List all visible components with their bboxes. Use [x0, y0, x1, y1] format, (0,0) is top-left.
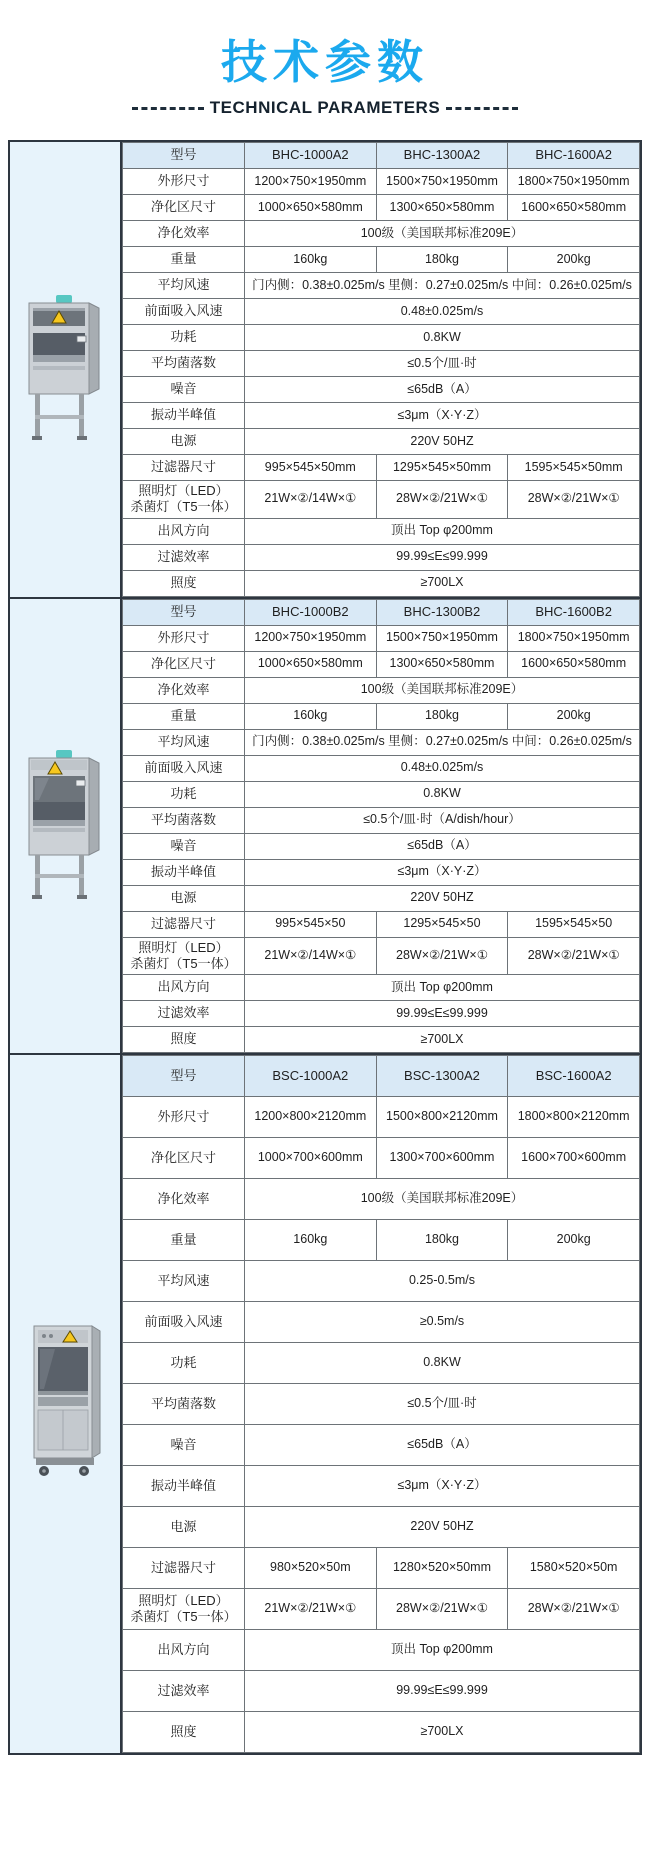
- spec-section-bhc-a2: [8, 140, 642, 599]
- spec-label: 过滤器尺寸: [123, 911, 245, 937]
- spec-row: [123, 403, 640, 429]
- spec-value-span: ≥700LX: [245, 570, 640, 596]
- spec-label: 重量: [123, 247, 245, 273]
- spec-value: 1000×700×600mm: [245, 1138, 377, 1179]
- spec-value-span: 门内侧：0.38±0.025m/s 里侧：0.27±0.025m/s 中间：0.26±0.025m/s: [245, 273, 640, 299]
- spec-row: [123, 677, 640, 703]
- spec-row: [123, 703, 640, 729]
- spec-value-span: ≤3μm（X·Y·Z）: [245, 1466, 640, 1507]
- spec-value: 180kg: [376, 1220, 508, 1261]
- spec-value: 28W×②/21W×①: [376, 937, 508, 975]
- spec-value: 28W×②/21W×①: [376, 1589, 508, 1630]
- spec-value-span: 100级（美国联邦标准209E）: [245, 677, 640, 703]
- spec-label: 过滤器尺寸: [123, 455, 245, 481]
- spec-label: 净化区尺寸: [123, 651, 245, 677]
- spec-value-span: 0.8KW: [245, 1343, 640, 1384]
- spec-table-bhc-a2: [122, 142, 640, 597]
- spec-value-span: 220V 50HZ: [245, 429, 640, 455]
- spec-label: 净化区尺寸: [123, 195, 245, 221]
- spec-label: 照度: [123, 1027, 245, 1053]
- spec-value-span: 门内侧：0.38±0.025m/s 里侧：0.27±0.025m/s 中间：0.26±0.025m/s: [245, 729, 640, 755]
- spec-value: 1295×545×50mm: [376, 455, 508, 481]
- spec-value: 180kg: [376, 247, 508, 273]
- spec-value: 28W×②/21W×①: [508, 937, 640, 975]
- spec-label: 电源: [123, 429, 245, 455]
- model-name: BHC-1600B2: [508, 599, 640, 625]
- spec-value: 1300×650×580mm: [376, 195, 508, 221]
- spec-label: 净化效率: [123, 1179, 245, 1220]
- spec-row: [123, 377, 640, 403]
- spec-label: 净化效率: [123, 677, 245, 703]
- spec-value: 1280×520×50mm: [376, 1548, 508, 1589]
- spec-value-span: 0.8KW: [245, 325, 640, 351]
- spec-label: 型号: [123, 599, 245, 625]
- spec-row: [123, 481, 640, 519]
- spec-row: [123, 781, 640, 807]
- model-name: BHC-1000B2: [245, 599, 377, 625]
- spec-value-span: 220V 50HZ: [245, 885, 640, 911]
- spec-value-span: 0.48±0.025m/s: [245, 299, 640, 325]
- spec-table-bhc-b2: [122, 599, 640, 1054]
- spec-row: [123, 1261, 640, 1302]
- spec-row: [123, 975, 640, 1001]
- spec-value: 1580×520×50m: [508, 1548, 640, 1589]
- spec-value: 21W×②/14W×①: [245, 481, 377, 519]
- spec-row: [123, 1343, 640, 1384]
- model-header-row: [123, 599, 640, 625]
- spec-label: 过滤效率: [123, 544, 245, 570]
- spec-value: 160kg: [245, 1220, 377, 1261]
- spec-value-span: ≥700LX: [245, 1027, 640, 1053]
- spec-value: 1500×750×1950mm: [376, 169, 508, 195]
- model-name: BHC-1300A2: [376, 143, 508, 169]
- spec-value: 1800×800×2120mm: [508, 1097, 640, 1138]
- spec-value-span: 0.25-0.5m/s: [245, 1261, 640, 1302]
- spec-row: [123, 833, 640, 859]
- spec-row: [123, 1179, 640, 1220]
- spec-label: 过滤器尺寸: [123, 1548, 245, 1589]
- spec-label: 振动半峰值: [123, 403, 245, 429]
- spec-value-span: ≤0.5个/皿·时: [245, 1384, 640, 1425]
- spec-label: 平均菌落数: [123, 807, 245, 833]
- product-photo-panel: [10, 142, 122, 597]
- spec-row: [123, 455, 640, 481]
- spec-value-span: 0.8KW: [245, 781, 640, 807]
- spec-value: 21W×②/21W×①: [245, 1589, 377, 1630]
- spec-label: 平均风速: [123, 729, 245, 755]
- spec-value: 980×520×50m: [245, 1548, 377, 1589]
- spec-row: [123, 195, 640, 221]
- spec-label-line1: 照明灯（LED）: [138, 483, 229, 498]
- product-photo-panel: [10, 1055, 122, 1753]
- spec-label: 前面吸入风速: [123, 755, 245, 781]
- spec-row: [123, 1027, 640, 1053]
- spec-row: [123, 544, 640, 570]
- spec-label: 噪音: [123, 1425, 245, 1466]
- spec-value: 1300×700×600mm: [376, 1138, 508, 1179]
- spec-label: 过滤效率: [123, 1001, 245, 1027]
- spec-label: 平均菌落数: [123, 351, 245, 377]
- dash-line-left: [132, 107, 204, 110]
- spec-value: 180kg: [376, 703, 508, 729]
- spec-row: [123, 570, 640, 596]
- spec-label: 净化效率: [123, 221, 245, 247]
- spec-value-span: 0.48±0.025m/s: [245, 755, 640, 781]
- spec-value: 1295×545×50: [376, 911, 508, 937]
- spec-value: 1595×545×50mm: [508, 455, 640, 481]
- model-name: BHC-1300B2: [376, 599, 508, 625]
- spec-label: 振动半峰值: [123, 1466, 245, 1507]
- spec-value: 200kg: [508, 247, 640, 273]
- spec-label: [123, 1589, 245, 1630]
- spec-value: 160kg: [245, 703, 377, 729]
- spec-label: 功耗: [123, 781, 245, 807]
- model-header-row: [123, 1056, 640, 1097]
- spec-label-line2: 杀菌灯（T5一体）: [130, 955, 237, 971]
- model-name: BSC-1000A2: [245, 1056, 377, 1097]
- spec-label-line2: 杀菌灯（T5一体）: [130, 1609, 237, 1624]
- spec-label-line1: 照明灯（LED）: [138, 939, 229, 955]
- model-name: BHC-1000A2: [245, 143, 377, 169]
- spec-value: 200kg: [508, 703, 640, 729]
- biosafety-cabinet-photo-bhc-b2: [19, 746, 111, 906]
- spec-value: 1000×650×580mm: [245, 195, 377, 221]
- spec-value-span: ≤3μm（X·Y·Z）: [245, 403, 640, 429]
- spec-value: 1800×750×1950mm: [508, 169, 640, 195]
- spec-label: [123, 937, 245, 975]
- spec-value-span: 99.99≤E≤99.999: [245, 1001, 640, 1027]
- spec-row: [123, 807, 640, 833]
- model-header-row: [123, 143, 640, 169]
- spec-label: 过滤效率: [123, 1671, 245, 1712]
- spec-row: [123, 755, 640, 781]
- subtitle: [0, 98, 650, 118]
- spec-row: [123, 651, 640, 677]
- spec-value-span: 顶出 Top φ200mm: [245, 518, 640, 544]
- spec-label: 型号: [123, 1056, 245, 1097]
- spec-row: [123, 1466, 640, 1507]
- spec-row: [123, 429, 640, 455]
- spec-value-span: 100级（美国联邦标准209E）: [245, 221, 640, 247]
- spec-label-line2: 杀菌灯（T5一体）: [130, 499, 237, 515]
- spec-label: 重量: [123, 1220, 245, 1261]
- spec-label: 型号: [123, 143, 245, 169]
- spec-value: 21W×②/14W×①: [245, 937, 377, 975]
- spec-label: 平均菌落数: [123, 1384, 245, 1425]
- subtitle-text: TECHNICAL PARAMETERS: [209, 98, 441, 117]
- spec-row: [123, 325, 640, 351]
- spec-value-span: 99.99≤E≤99.999: [245, 1671, 640, 1712]
- spec-section-bhc-b2: [8, 597, 642, 1056]
- model-name: BSC-1300A2: [376, 1056, 508, 1097]
- biosafety-cabinet-photo-bsc-a2: [22, 1318, 108, 1490]
- spec-section-bsc-a2: [8, 1053, 642, 1755]
- spec-label: 出风方向: [123, 1630, 245, 1671]
- spec-label: 外形尺寸: [123, 1097, 245, 1138]
- spec-label: 平均风速: [123, 273, 245, 299]
- spec-table-bsc-a2: [122, 1055, 640, 1753]
- model-name: BSC-1600A2: [508, 1056, 640, 1097]
- spec-value: 1200×750×1950mm: [245, 169, 377, 195]
- spec-label-line1: 照明灯（LED）: [138, 1592, 229, 1608]
- spec-label: 重量: [123, 703, 245, 729]
- spec-value-span: ≤65dB（A）: [245, 1425, 640, 1466]
- spec-value-span: ≥700LX: [245, 1712, 640, 1753]
- spec-label: 外形尺寸: [123, 169, 245, 195]
- spec-label: 净化区尺寸: [123, 1138, 245, 1179]
- spec-row: [123, 1097, 640, 1138]
- spec-value-span: ≤3μm（X·Y·Z）: [245, 859, 640, 885]
- spec-value: 28W×②/21W×①: [508, 1589, 640, 1630]
- spec-value: 1200×750×1950mm: [245, 625, 377, 651]
- spec-row: [123, 859, 640, 885]
- biosafety-cabinet-photo-bhc-a2: [19, 289, 111, 449]
- spec-value: 1600×650×580mm: [508, 195, 640, 221]
- spec-row: [123, 1302, 640, 1343]
- spec-value-span: ≥0.5m/s: [245, 1302, 640, 1343]
- spec-row: [123, 351, 640, 377]
- spec-row: [123, 1630, 640, 1671]
- spec-label: 功耗: [123, 1343, 245, 1384]
- model-name: BHC-1600A2: [508, 143, 640, 169]
- spec-label: 噪音: [123, 377, 245, 403]
- spec-row: [123, 1138, 640, 1179]
- spec-value: 1500×800×2120mm: [376, 1097, 508, 1138]
- spec-value: 1300×650×580mm: [376, 651, 508, 677]
- spec-value-span: 99.99≤E≤99.999: [245, 544, 640, 570]
- spec-row: [123, 169, 640, 195]
- spec-label: 出风方向: [123, 975, 245, 1001]
- spec-row: [123, 911, 640, 937]
- spec-value: 1500×750×1950mm: [376, 625, 508, 651]
- spec-value: 1000×650×580mm: [245, 651, 377, 677]
- spec-value: 28W×②/21W×①: [376, 481, 508, 519]
- page-title: 技术参数: [221, 36, 429, 88]
- spec-label: 噪音: [123, 833, 245, 859]
- spec-value: 995×545×50mm: [245, 455, 377, 481]
- spec-value: 1595×545×50: [508, 911, 640, 937]
- spec-label: 电源: [123, 885, 245, 911]
- spec-value-span: 顶出 Top φ200mm: [245, 1630, 640, 1671]
- spec-label: 平均风速: [123, 1261, 245, 1302]
- spec-label: 外形尺寸: [123, 625, 245, 651]
- spec-label: 前面吸入风速: [123, 1302, 245, 1343]
- spec-row: [123, 1589, 640, 1630]
- spec-row: [123, 1671, 640, 1712]
- spec-value-span: 220V 50HZ: [245, 1507, 640, 1548]
- spec-row: [123, 1425, 640, 1466]
- spec-label: 照度: [123, 1712, 245, 1753]
- spec-row: [123, 1712, 640, 1753]
- spec-label: 振动半峰值: [123, 859, 245, 885]
- spec-row: [123, 1384, 640, 1425]
- dash-line-right: [446, 107, 518, 110]
- spec-value: 28W×②/21W×①: [508, 481, 640, 519]
- spec-label: 前面吸入风速: [123, 299, 245, 325]
- spec-row: [123, 221, 640, 247]
- spec-row: [123, 1548, 640, 1589]
- spec-row: [123, 299, 640, 325]
- spec-row: [123, 625, 640, 651]
- spec-value: 160kg: [245, 247, 377, 273]
- spec-row: [123, 729, 640, 755]
- spec-row: [123, 518, 640, 544]
- spec-row: [123, 937, 640, 975]
- spec-value-span: ≤65dB（A）: [245, 377, 640, 403]
- spec-label: 功耗: [123, 325, 245, 351]
- spec-value-span: ≤0.5个/皿·时: [245, 351, 640, 377]
- spec-value-span: 100级（美国联邦标准209E）: [245, 1179, 640, 1220]
- spec-value-span: 顶出 Top φ200mm: [245, 975, 640, 1001]
- spec-value: 995×545×50: [245, 911, 377, 937]
- spec-row: [123, 885, 640, 911]
- spec-value: 1600×650×580mm: [508, 651, 640, 677]
- spec-row: [123, 1220, 640, 1261]
- spec-value-span: ≤65dB（A）: [245, 833, 640, 859]
- spec-label: 出风方向: [123, 518, 245, 544]
- spec-row: [123, 247, 640, 273]
- spec-row: [123, 273, 640, 299]
- spec-value: 1200×800×2120mm: [245, 1097, 377, 1138]
- spec-value: 200kg: [508, 1220, 640, 1261]
- spec-label: 照度: [123, 570, 245, 596]
- spec-label: [123, 481, 245, 519]
- spec-row: [123, 1507, 640, 1548]
- spec-value-span: ≤0.5个/皿·时（A/dish/hour）: [245, 807, 640, 833]
- spec-row: [123, 1001, 640, 1027]
- spec-value: 1600×700×600mm: [508, 1138, 640, 1179]
- spec-value: 1800×750×1950mm: [508, 625, 640, 651]
- spec-label: 电源: [123, 1507, 245, 1548]
- product-photo-panel: [10, 599, 122, 1054]
